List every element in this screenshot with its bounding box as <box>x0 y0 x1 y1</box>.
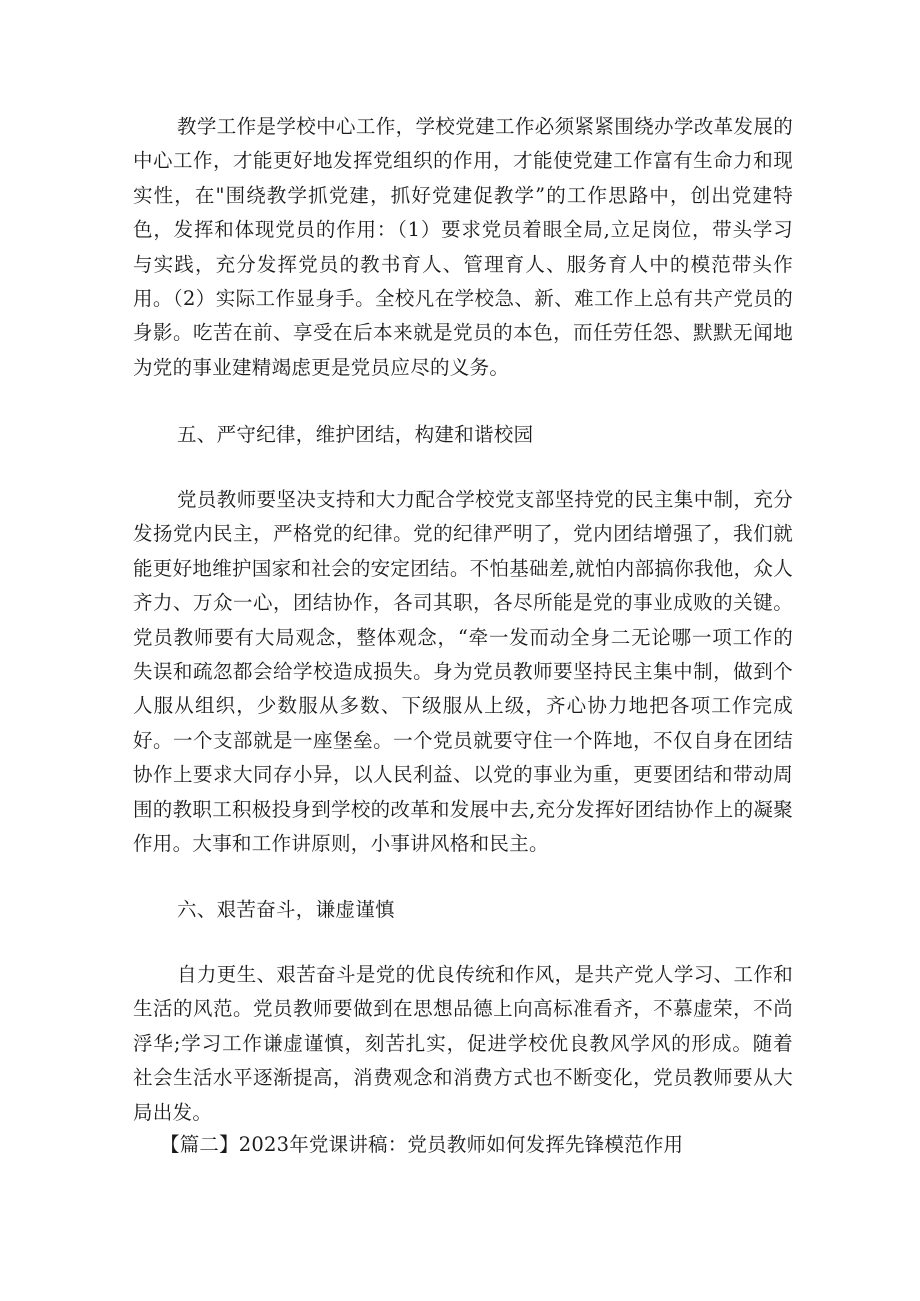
body-paragraph-democratic-centralism: 党员教师要坚决支持和大力配合学校党支部坚持党的民主集中制，充分发扬党内民主，严格党的纪律。党的纪律严明了，党内团结增强了，我们就能更好地维护国家和社会的安定团结。不怕基础差,就怕内部搞你我他，众人齐力、万众一心，团结协作，各司其职，各尽所能是党的事业成败的关键。党员教师要有大局观念，整体观念，“牵一发而动全身二无论哪一项工作的失误和疏忽都会给学校造成损失。身为党员教师要坚持民主集中制，做到个人服从组织，少数服从多数、下级服从上级，齐心协力地把各项工作完成好。一个支部就是一座堡垒。一个党员就要守住一个阵地，不仅自身在团结协作上要求大同存小异，以人民利益、以党的事业为重，更要团结和带动周围的教职工积极投身到学校的改革和发展中去,充分发挥好团结协作上的凝聚作用。大事和工作讲原则，小事讲风格和民主。 <box>133 488 793 856</box>
section-heading-hard-work-modesty: 六、艰苦奋斗，谦虚谨慎 <box>177 898 395 921</box>
article-subtitle-part-two: 【篇二】2023年党课讲稿：党员教师如何发挥先锋模范作用 <box>160 1133 684 1156</box>
section-heading-discipline-unity: 五、严守纪律，维护团结，构建和谐校园 <box>177 423 534 446</box>
body-paragraph-central-work: 教学工作是学校中心工作，学校党建工作必须紧紧围绕办学改革发展的中心工作，才能更好地发挥党组织的作用，才能使党建工作富有生命力和现实性，在"围绕教学抓党建，抓好党建促教学”的工作思路中，创出党建特色，发挥和体现党员的作用：（1）要求党员着眼全局,立足岗位，带头学习与实践，充分发挥党员的教书育人、管理育人、服务育人中的模范带头作用。（2）实际工作显身手。全校凡在学校急、新、难工作上总有共产党员的身影。吃苦在前、享受在后本来就是党员的本色，而任劳任怨、默默无闻地为党的事业建精竭虑更是党员应尽的义务。 <box>133 115 793 379</box>
body-paragraph-self-reliance: 自力更生、艰苦奋斗是党的优良传统和作风，是共产党人学习、工作和生活的风范。党员教师要做到在思想品德上向高标准看齐，不慕虚荣，不尚浮华;学习工作谦虚谨慎，刻苦扎实，促进学校优良教风学风的形成。随着社会生活水平逐渐提高，消费观念和消费方式也不断变化，党员教师要从大局出发。 <box>133 963 793 1124</box>
